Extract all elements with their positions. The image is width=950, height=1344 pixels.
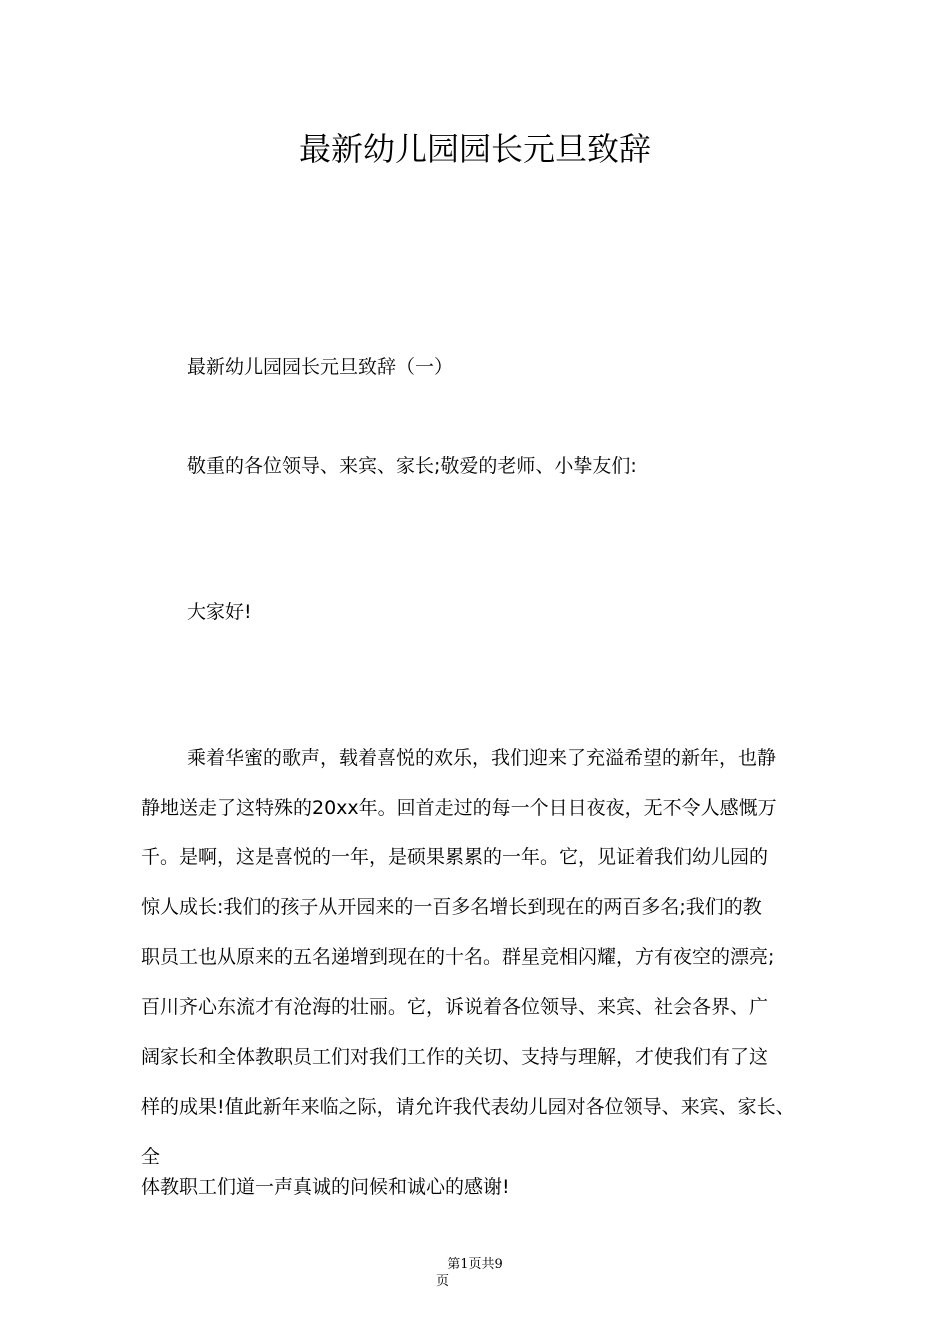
paragraph-line: 惊人成长:我们的孩子从开园来的一百多名增长到现在的两百多名;我们的教 [141,896,762,918]
page-number-line2: 页 [436,1274,450,1289]
paragraph-line: 乘着华蜜的歌声，载着喜悦的欢乐，我们迎来了充溢希望的新年，也静 [187,747,777,769]
paragraph-line: 职员工也从原来的五名递增到现在的十名。群星竞相闪耀，方有夜空的漂亮; [141,946,775,968]
paragraph-line: 阔家长和全体教职员工们对我们工作的关切、支持与理解，才使我们有了这 [141,1046,769,1068]
greeting: 大家好! [187,601,252,623]
page-number-line1: 第1页共9 [447,1257,503,1272]
paragraph-line: 静地送走了这特殊的20xx年。回首走过的每一个日日夜夜，无不令人感慨万 [141,797,777,819]
paragraph-line: 全 [141,1146,161,1168]
section-heading: 最新幼儿园园长元旦致辞（一） [187,356,454,378]
salutation: 敬重的各位领导、来宾、家长;敬爱的老师、小挚友们: [187,455,637,477]
paragraph-line: 百川齐心东流才有沧海的壮丽。它，诉说着各位领导、来宾、社会各界、广 [141,996,769,1018]
paragraph-line: 样的成果!值此新年来临之际，请允许我代表幼儿园对各位领导、来宾、家长、 [141,1096,795,1118]
paragraph-line: 千。是啊，这是喜悦的一年，是硕果累累的一年。它，见证着我们幼儿园的 [141,846,769,868]
paragraph-line: 体教职工们道一声真诚的问候和诚心的感谢! [141,1176,510,1198]
document-title: 最新幼儿园园长元旦致辞 [298,130,651,169]
